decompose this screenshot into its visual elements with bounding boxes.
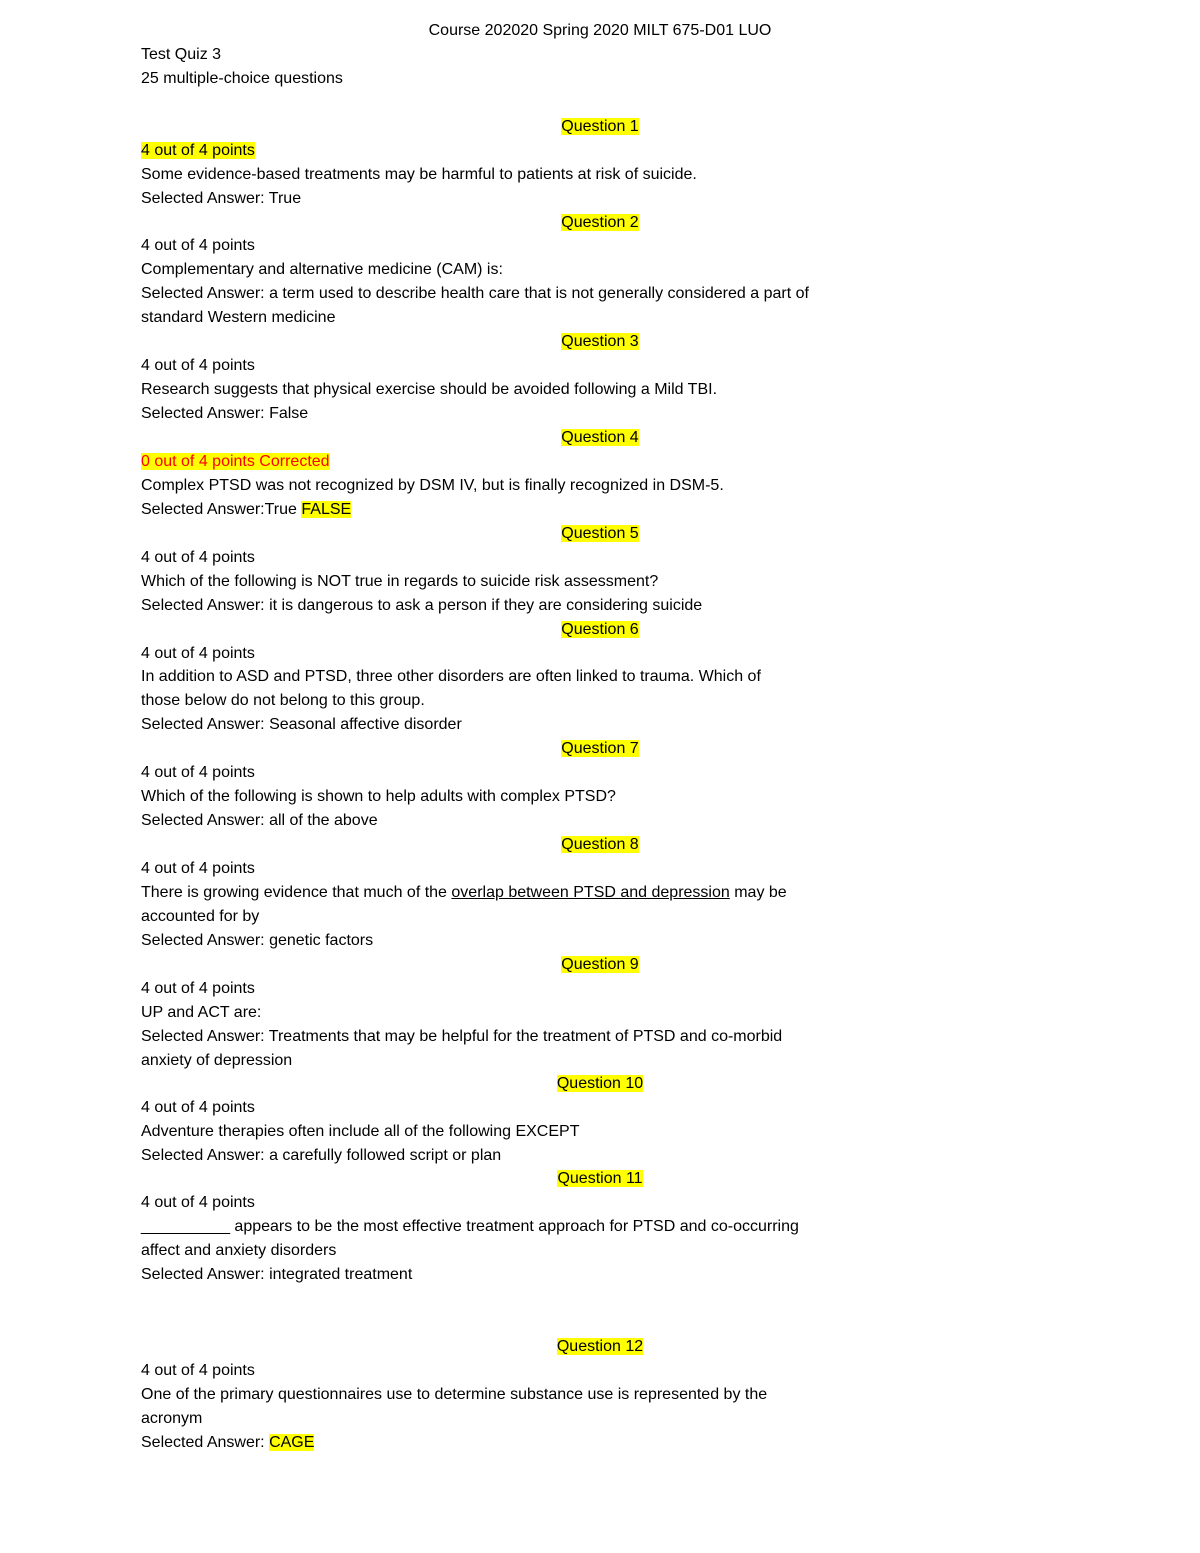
question-text-continued: those below do not belong to this group. [141,692,425,709]
question-points: 4 out of 4 points [141,860,255,877]
question-text-continued: acronym [141,1410,203,1427]
selected-answer: Selected Answer: a term used to describe health care that is not generally considered a part of [141,285,809,302]
question-heading [0,953,1200,977]
question-text-part: There is growing evidence that much of the [141,884,452,901]
underlined-phrase: overlap between PTSD and depression [451,884,730,901]
selected-answer [141,1431,314,1455]
question-4-heading: Question 4 [561,429,639,446]
question-heading [0,1072,1200,1096]
question-heading [0,1335,1200,1359]
question-1-heading: Question 1 [561,118,639,135]
selected-answer-continued: anxiety of depression [141,1052,293,1069]
selected-answer: Selected Answer: integrated treatment [141,1266,413,1283]
selected-answer-continued: standard Western medicine [141,309,336,326]
question-points: 4 out of 4 points [141,1194,255,1211]
question-heading [0,426,1200,450]
question-points: 4 out of 4 points [141,1099,255,1116]
question-heading [0,330,1200,354]
question-text: Adventure therapies often include all of the following EXCEPT [141,1123,580,1140]
question-text: One of the primary questionnaires use to determine substance use is represented by the [141,1386,768,1403]
question-points [141,450,330,474]
question-points: 4 out of 4 points [141,357,255,374]
question-text: UP and ACT are: [141,1004,262,1021]
quiz-subtitle: 25 multiple-choice questions [141,70,343,87]
course-title-text: Course 202020 Spring 2020 MILT 675-D01 LUO [428,22,772,39]
question-points [141,139,255,163]
question-points: 4 out of 4 points [141,645,255,662]
selected-answer: Selected Answer: all of the above [141,812,378,829]
question-text: In addition to ASD and PTSD, three other disorders are often linked to trauma. Which of [141,668,761,685]
question-heading [0,115,1200,139]
question-text: Which of the following is shown to help adults with complex PTSD? [141,788,616,805]
question-3-heading: Question 3 [561,333,639,350]
question-heading [0,618,1200,642]
question-10-heading: Question 10 [556,1075,644,1092]
question-5-heading: Question 5 [561,525,639,542]
question-8-heading: Question 8 [561,836,639,853]
question-points: 4 out of 4 points [141,980,255,997]
selected-answer: Selected Answer: Treatments that may be helpful for the treatment of PTSD and co-morbid [141,1028,783,1045]
course-title [0,19,1200,43]
question-text [141,881,787,905]
question-heading [0,737,1200,761]
selected-answer-label: Selected Answer: [141,1434,270,1451]
question-text: Which of the following is NOT true in regards to suicide risk assessment? [141,573,659,590]
question-heading [0,211,1200,235]
selected-answer: Selected Answer: a carefully followed script or plan [141,1147,502,1164]
highlighted-answer: CAGE [269,1434,315,1451]
question-11-heading: Question 11 [557,1170,643,1187]
selected-answer: Selected Answer: genetic factors [141,932,374,949]
selected-answer: Selected Answer: it is dangerous to ask a person if they are considering suicide [141,597,703,614]
question-heading [0,1167,1200,1191]
question-2-heading: Question 2 [561,214,639,231]
question-text: __________ appears to be the most effective treatment approach for PTSD and co-occurring [141,1218,799,1235]
quiz-title: Test Quiz 3 [141,46,222,63]
question-points: 4 out of 4 points [141,1362,255,1379]
question-7-heading: Question 7 [561,740,639,757]
question-heading [0,833,1200,857]
question-9-heading: Question 9 [561,956,639,973]
question-points: 4 out of 4 points [141,237,255,254]
question-text: Research suggests that physical exercise should be avoided following a Mild TBI. [141,381,718,398]
question-1-points: 4 out of 4 points [141,142,255,159]
selected-answer: Selected Answer: False [141,405,309,422]
question-text-part: may be [729,884,787,901]
question-12-heading: Question 12 [556,1338,644,1355]
question-text-continued: affect and anxiety disorders [141,1242,337,1259]
selected-answer: Selected Answer: Seasonal affective disorder [141,716,462,733]
selected-answer: Selected Answer: True [141,190,302,207]
question-text-continued: accounted for by [141,908,260,925]
selected-answer-text: Selected Answer:True [141,501,297,518]
question-4-points-corrected: 0 out of 4 points Corrected [141,453,330,470]
question-points: 4 out of 4 points [141,764,255,781]
question-points: 4 out of 4 points [141,549,255,566]
correction-badge: FALSE [301,501,352,518]
selected-answer [141,498,351,522]
question-text: Some evidence-based treatments may be harmful to patients at risk of suicide. [141,166,697,183]
question-heading [0,522,1200,546]
question-text: Complex PTSD was not recognized by DSM IV, but is finally recognized in DSM-5. [141,477,724,494]
question-6-heading: Question 6 [561,621,639,638]
question-text: Complementary and alternative medicine (CAM) is: [141,261,503,278]
